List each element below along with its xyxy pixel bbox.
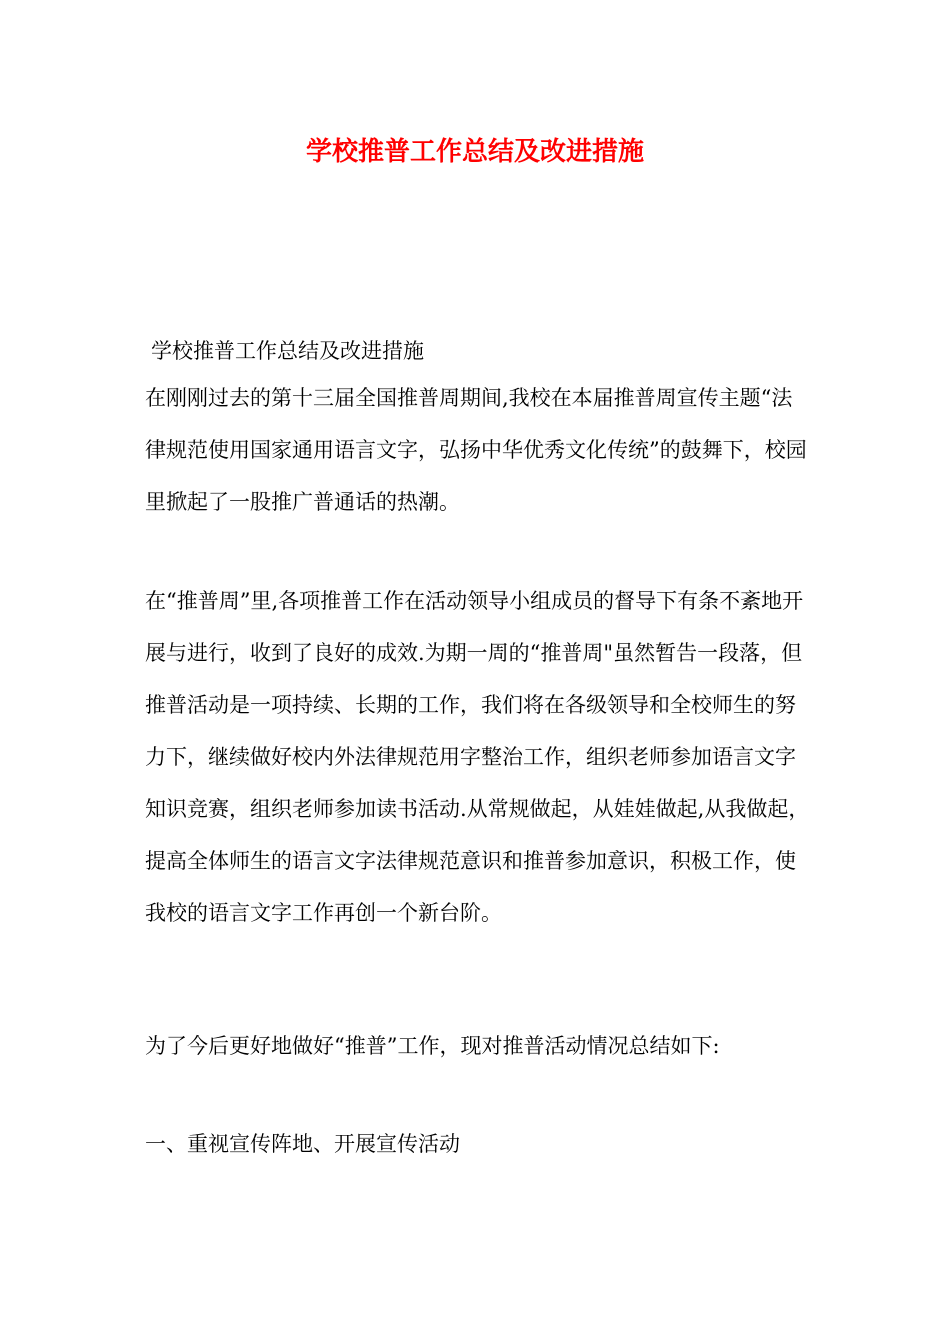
- paragraph-1: 在刚刚过去的第十三届全国推普周期间,我校在本届推普周宣传主题“法律规范使用国家通用语言文字，弘扬中华优秀文化传统”的鼓舞下，校园里掀起了一股推广普通话的热潮。: [145, 386, 807, 514]
- section-heading: 一、重视宣传阵地、开展宣传活动: [145, 1132, 460, 1156]
- document-title: 学校推普工作总结及改进措施: [305, 137, 644, 167]
- paragraph-2: 在“推普周”里,各项推普工作在活动领导小组成员的督导下有条不紊地开展与进行，收到了良好的成效.为期一周的“推普周"虽然暂告一段落，但推普活动是一项持续、长期的工作，我们将在各级领导和全校师生的努力下，继续做好校内外法律规范用字整治工作，组织老师参加语言文字知识竞赛，组织老师参加读书活动.从常规做起，从娃娃做起,从我做起，提高全体师生的语言文字法律规范意识和推普参加意识，积极工作，使我校的语言文字工作再创一个新台阶。: [145, 589, 810, 925]
- document-subtitle: 学校推普工作总结及改进措施: [151, 339, 424, 363]
- paragraph-3: 为了今后更好地做好“推普”工作，现对推普活动情况总结如下:: [145, 1034, 720, 1058]
